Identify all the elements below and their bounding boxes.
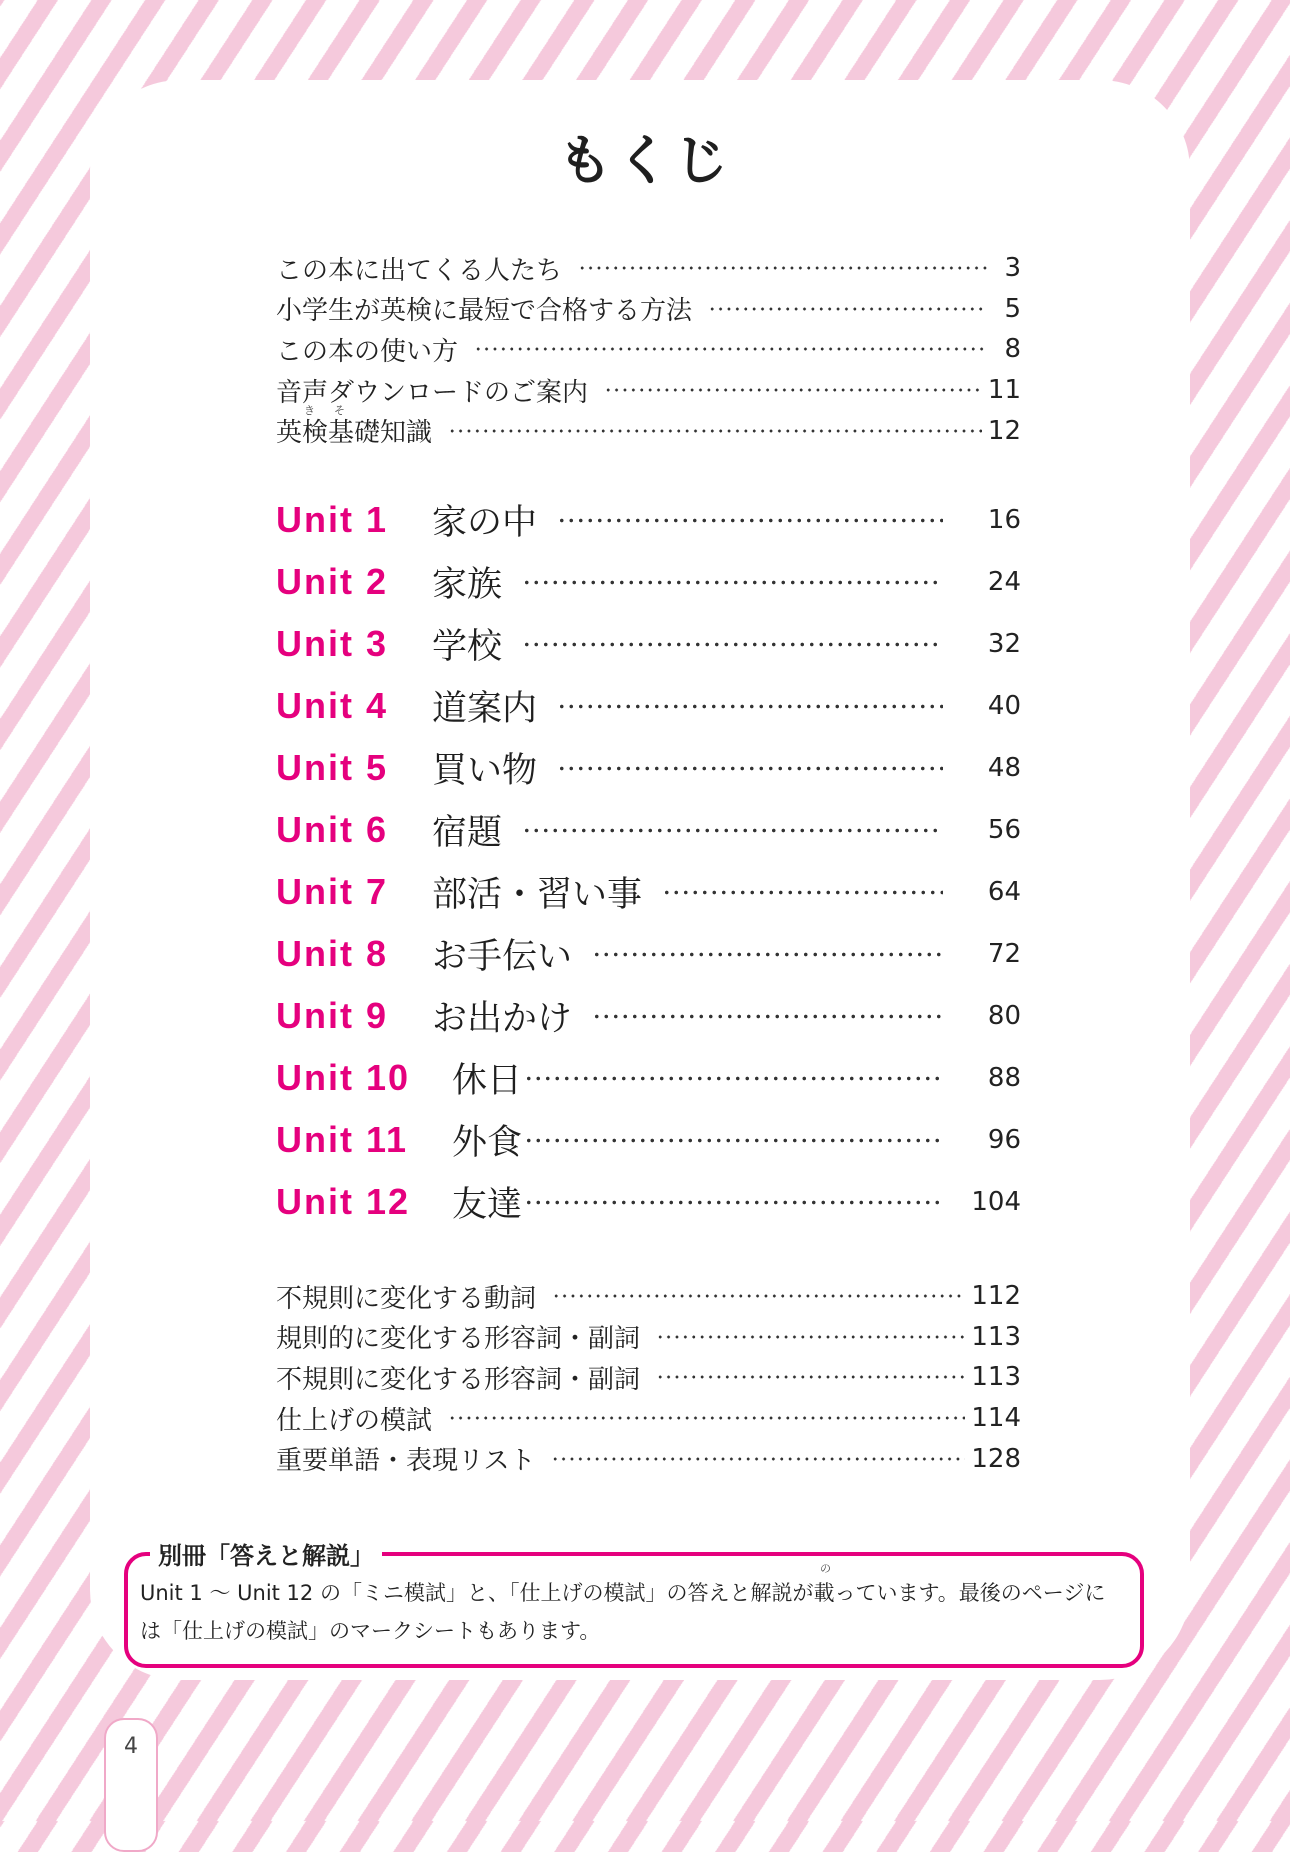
unit-label: Unit 3 [276, 623, 389, 664]
unit-title: 買い物 [432, 751, 538, 791]
toc-entry[interactable] [276, 1357, 1021, 1398]
toc-entry-label: 小学生が英検に最短で合格する方法 [276, 296, 693, 327]
unit-title: 道案内 [432, 689, 538, 729]
dot-leader [448, 1416, 965, 1420]
unit-label: Unit 6 [276, 809, 389, 850]
unit-label: Unit 7 [276, 871, 389, 912]
page-title: もくじ [558, 129, 732, 192]
dot-leader [522, 828, 943, 833]
unit-label: Unit 2 [276, 561, 389, 602]
dot-leader [524, 1138, 943, 1143]
dot-leader [708, 307, 987, 311]
unit-page: 16 [987, 505, 1021, 535]
dot-leader [662, 890, 943, 895]
toc-entry-page: 113 [971, 1321, 1021, 1352]
unit-page: 104 [971, 1187, 1021, 1217]
unit-title: 部活・習い事 [432, 875, 643, 915]
dot-leader [604, 388, 982, 392]
unit-title: 休日 [452, 1061, 523, 1101]
dot-leader [592, 952, 943, 957]
dot-leader [524, 1076, 943, 1081]
toc-entry[interactable] [276, 370, 1021, 411]
dot-leader [656, 1335, 965, 1339]
unit-entry[interactable] [276, 489, 1021, 551]
unit-title: 家族 [432, 565, 503, 605]
supplement-title: 別冊「答えと解説」 [150, 1536, 382, 1571]
dot-leader [551, 1457, 965, 1461]
toc-entry[interactable] [276, 289, 1021, 330]
supplement-box [124, 1542, 1144, 1668]
dot-leader [524, 1200, 943, 1205]
dot-leader [474, 347, 987, 351]
unit-entry[interactable] [276, 799, 1021, 861]
unit-title: お手伝い [432, 937, 573, 977]
toc-entry-label: 仕上げの模試 [276, 1405, 433, 1436]
toc-units [276, 489, 1021, 1233]
toc-entry-page: 113 [971, 1362, 1021, 1393]
unit-entry[interactable] [276, 1171, 1021, 1233]
toc-entry-page: 3 [1004, 253, 1021, 284]
ruby-text: き そ [304, 404, 349, 418]
unit-label: Unit 12 [276, 1181, 411, 1222]
toc-entry[interactable] [276, 404, 1021, 451]
unit-label: Unit 4 [276, 685, 389, 726]
ruby-text: の [820, 1562, 831, 1575]
toc-entry-page: 128 [971, 1443, 1021, 1474]
unit-page: 88 [987, 1063, 1021, 1093]
supplement-text [140, 1574, 1122, 1650]
toc-entry-page: 112 [971, 1281, 1021, 1312]
dot-leader [552, 1294, 965, 1298]
toc-entry-label: 音声ダウンロードのご案内 [276, 377, 589, 408]
toc-entry-page: 8 [1004, 334, 1021, 365]
unit-entry[interactable] [276, 985, 1021, 1047]
unit-page: 56 [987, 815, 1021, 845]
unit-page: 96 [987, 1125, 1021, 1155]
unit-page: 40 [987, 691, 1021, 721]
unit-page: 32 [987, 629, 1021, 659]
toc-entry-page: 11 [987, 375, 1021, 406]
unit-entry[interactable] [276, 551, 1021, 613]
supplement-line: は「仕上げの模試」のマークシートもあります。 [140, 1619, 601, 1643]
unit-page: 64 [987, 877, 1021, 907]
unit-entry[interactable] [276, 923, 1021, 985]
dot-leader [557, 766, 943, 771]
toc-front-matter [276, 248, 1021, 451]
unit-title: 外食 [452, 1123, 523, 1163]
dot-leader [656, 1375, 965, 1379]
page-number-tab [104, 1718, 158, 1852]
unit-title: 学校 [432, 627, 503, 667]
toc-entry-label: 規則的に変化する形容詞・副詞 [276, 1324, 641, 1355]
dot-leader [578, 266, 987, 270]
unit-title: 宿題 [432, 813, 503, 853]
unit-entry[interactable] [276, 1047, 1021, 1109]
toc-entry-page: 114 [971, 1403, 1021, 1434]
unit-page: 80 [987, 1001, 1021, 1031]
dot-leader [557, 704, 943, 709]
unit-page: 24 [987, 567, 1021, 597]
toc-entry-label: この本の使い方 [276, 336, 459, 367]
toc-entry-label: 不規則に変化する動詞 [276, 1283, 537, 1314]
unit-entry[interactable] [276, 1109, 1021, 1171]
toc-entry[interactable] [276, 1276, 1021, 1317]
toc-entry-label: 重要単語・表現リスト [276, 1446, 536, 1477]
toc-entry[interactable] [276, 1317, 1021, 1358]
unit-page: 48 [987, 753, 1021, 783]
dot-leader [592, 1014, 943, 1019]
toc-entry[interactable] [276, 1398, 1021, 1439]
unit-label: Unit 1 [276, 499, 389, 540]
unit-title: 家の中 [432, 503, 538, 543]
page-number: 4 [124, 1734, 138, 1759]
toc-entry[interactable] [276, 248, 1021, 289]
unit-label: Unit 8 [276, 933, 389, 974]
toc-entry[interactable] [276, 329, 1021, 370]
dot-leader [522, 642, 943, 647]
toc-entry-label: 不規則に変化する形容詞・副詞 [276, 1364, 641, 1395]
unit-label: Unit 11 [276, 1119, 409, 1160]
supplement-line: Unit 1 ～ Unit 12 の「ミニ模試」と、「仕上げの模試」の答えと解説が載っています。最後のページに [140, 1581, 1106, 1605]
unit-title: お出かけ [432, 999, 573, 1039]
unit-entry[interactable] [276, 613, 1021, 675]
unit-page: 72 [987, 939, 1021, 969]
toc-back-matter [276, 1276, 1021, 1479]
toc-entry[interactable] [276, 1438, 1021, 1479]
unit-entry[interactable] [276, 675, 1021, 737]
toc-entry-label: この本に出てくる人たち [276, 255, 563, 286]
toc-entry-page: 12 [987, 415, 1021, 446]
unit-label: Unit 10 [276, 1057, 411, 1098]
toc-entry-page: 5 [1004, 293, 1021, 324]
dot-leader [522, 580, 943, 585]
unit-title: 友達 [452, 1185, 523, 1225]
unit-entry[interactable] [276, 737, 1021, 799]
unit-entry[interactable] [276, 861, 1021, 923]
dot-leader [448, 429, 982, 433]
unit-label: Unit 9 [276, 995, 389, 1036]
dot-leader [557, 518, 943, 523]
unit-label: Unit 5 [276, 747, 389, 788]
toc-entry-label: 英検基礎知識 [276, 418, 433, 449]
